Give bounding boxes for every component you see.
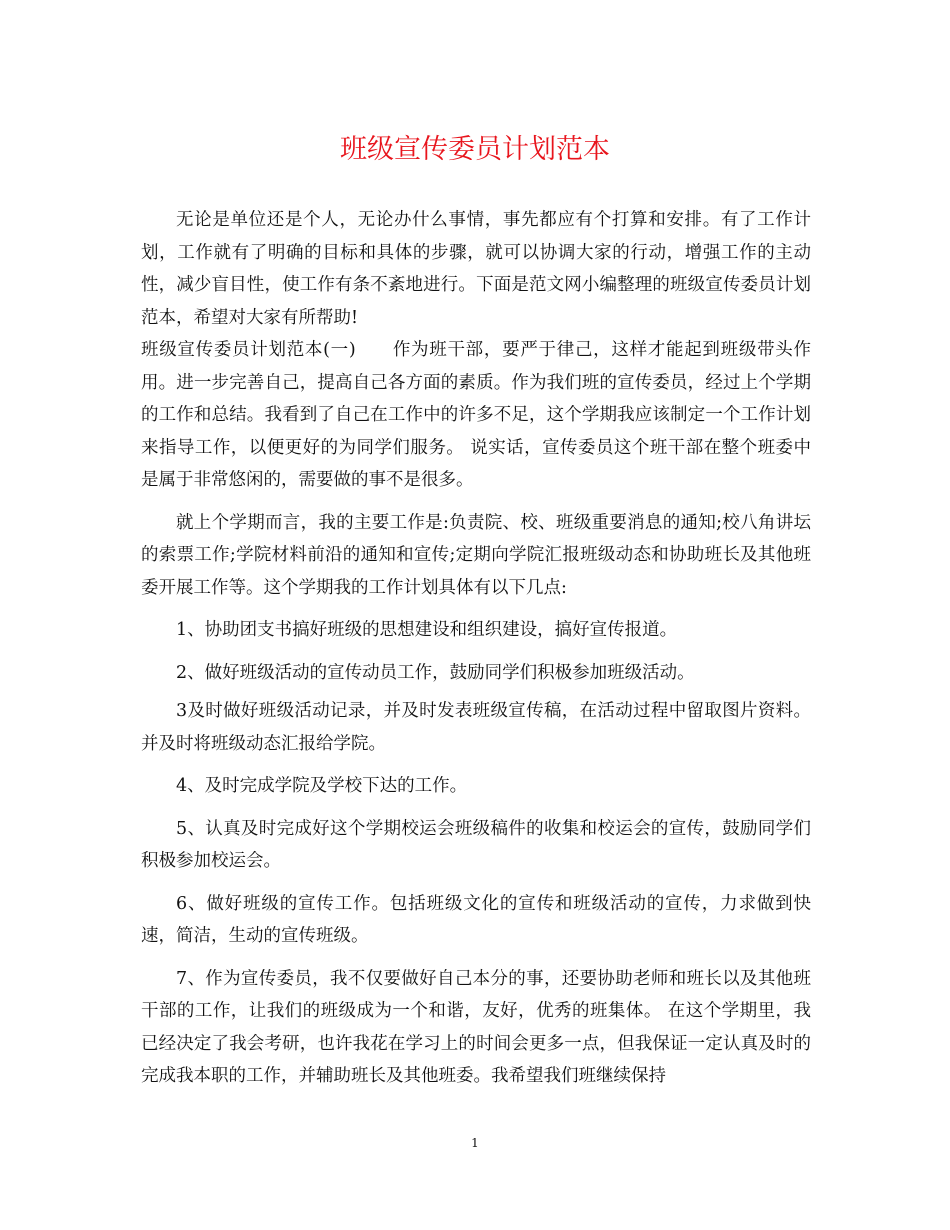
intro-paragraph: 无论是单位还是个人，无论办什么事情，事先都应有个打算和安排。有了工作计划，工作就有了明确的目标和具体的步骤，就可以协调大家的行动，增强工作的主动性，减少盲目性，使工作有条不紊地进行。下面是范文网小编整理的班级宣传委员计划范本，希望对大家有所帮助! [141, 210, 811, 328]
document-title: 班级宣传委员计划范本 [340, 134, 610, 165]
plan-item-1: 1、协助团支书搞好班级的思想建设和组织建设，搞好宣传报道。 [176, 620, 678, 640]
section-paragraph-1: 班级宣传委员计划范本(一) 作为班干部，要严于律己，这样才能起到班级带头作用。进一步完善自己，提高自己各方面的素质。作为我们班的宣传委员，经过上个学期的工作和总结。我看到了自己在工作中的许多不足，这个学期我应该制定一个工作计划来指导工作，以便更好的为同学们服务。 说实话，宣传委员这个班干部在整个班委中是属于非常悠闲的，需要做的事不是很多。 [141, 340, 811, 490]
plan-item-2: 2、做好班级活动的宣传动员工作，鼓励同学们积极参加班级活动。 [176, 662, 695, 683]
plan-item-5: 5、认真及时完成好这个学期校运会班级稿件的收集和校运会的宣传，鼓励同学们积极参加校运会。 [141, 818, 811, 871]
plan-item-6: 6、做好班级的宣传工作。包括班级文化的宣传和班级活动的宣传，力求做到快速，简洁，生动的宣传班级。 [141, 893, 811, 946]
plan-item-4: 4、及时完成学院及学校下达的工作。 [176, 776, 468, 796]
work-summary-paragraph: 就上个学期而言，我的主要工作是:负责院、校、班级重要消息的通知;校八角讲坛的索票工作;学院材料前沿的通知和宣传;定期向学院汇报班级动态和协助班长及其他班委开展工作等。这个学期我的工作计划具体有以下几点: [141, 512, 811, 598]
plan-item-7: 7、作为宣传委员，我不仅要做好自己本分的事，还要协助老师和班长以及其他班干部的工作，让我们的班级成为一个和谐，友好，优秀的班集体。 在这个学期里，我已经决定了我会考研，也许我花在学习上的时间会更多一点，但我保证一定认真及时的完成我本职的工作，并辅助班长及其他班委。我希望我们班继续保持 [141, 968, 811, 1086]
plan-item-3: 3及时做好班级活动记录，并及时发表班级宣传稿，在活动过程中留取图片资料。并及时将班级动态汇报给学院。 [141, 701, 811, 754]
document-body [141, 204, 811, 1093]
page-number: 1 [471, 1136, 479, 1150]
